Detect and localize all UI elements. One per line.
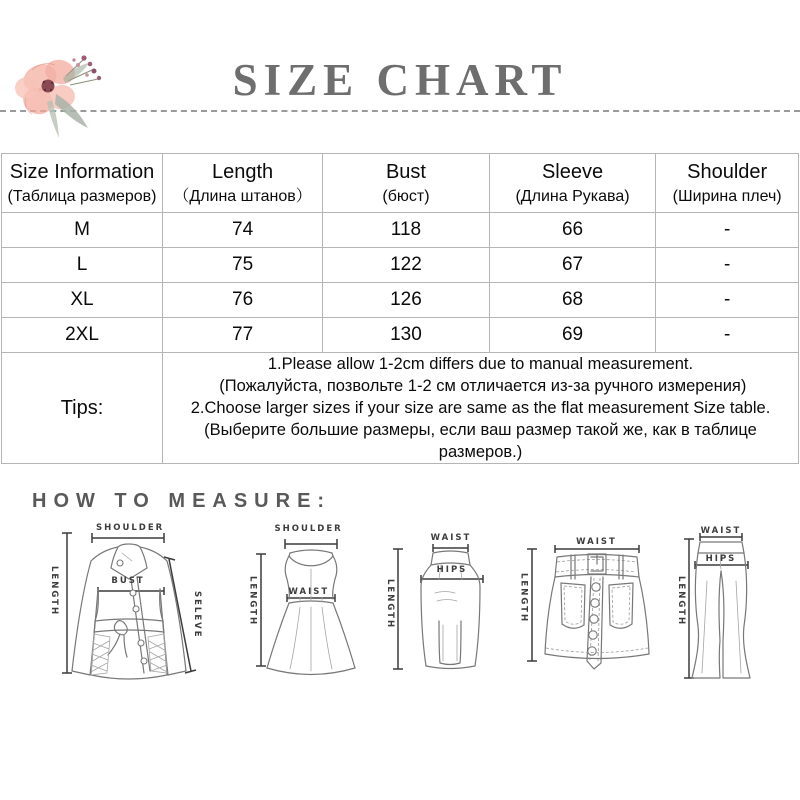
pencil-skirt-length-label: LENGTH — [385, 579, 395, 630]
dashed-divider — [0, 110, 800, 112]
size-cell: 130 — [323, 318, 490, 353]
pants-figure — [675, 521, 770, 726]
diagram-mini-skirt — [517, 521, 657, 726]
dress-shoulder-label: SHOULDER — [274, 524, 343, 534]
page-title: SIZE CHART — [232, 55, 568, 105]
pencil-skirt-waist-label: WAIST — [430, 533, 472, 543]
tips-line: 1.Please allow 1-2cm differs due to manual measurement. — [267, 355, 694, 373]
size-row-l — [2, 248, 799, 283]
jacket-bust-label: BUST — [111, 576, 145, 586]
size-cell: - — [656, 283, 799, 318]
size-cell: 126 — [323, 283, 490, 318]
size-cell: 122 — [323, 248, 490, 283]
column-header-shoulder: Shoulder (Ширина плеч) — [656, 154, 799, 213]
size-cell: 118 — [323, 213, 490, 248]
size-cell: 2XL — [2, 318, 163, 353]
size-cell: 74 — [162, 213, 322, 248]
pants-hips-label: HIPS — [705, 554, 737, 564]
diagram-pants — [675, 521, 770, 726]
size-cell: M — [2, 213, 163, 248]
size-cell: - — [656, 318, 799, 353]
header — [0, 0, 800, 150]
tips-text — [162, 353, 798, 464]
size-cell: 77 — [162, 318, 322, 353]
size-table-header-row — [2, 154, 799, 213]
tips-line: 2.Choose larger sizes if your size are same as the flat measurement Size table. — [190, 399, 771, 417]
pants-length-label: LENGTH — [676, 576, 686, 627]
jacket-sleeve-label: SELEVE — [192, 591, 202, 639]
size-row-2xl — [2, 318, 799, 353]
pants-waist-label: WAIST — [700, 526, 742, 536]
size-cell: - — [656, 213, 799, 248]
diagram-jacket — [34, 521, 229, 726]
jacket-shoulder-label: SHOULDER — [96, 523, 165, 533]
size-cell: 76 — [162, 283, 322, 318]
mini-skirt-length-label: LENGTH — [518, 573, 529, 624]
size-row-xl — [2, 283, 799, 318]
size-cell: 67 — [489, 248, 656, 283]
size-cell: XL — [2, 283, 163, 318]
tips-line: (Пожалуйста, позвольте 1-2 см отличается из-за ручного измерения) — [214, 377, 747, 395]
size-cell: 75 — [162, 248, 322, 283]
measure-diagrams — [0, 513, 800, 726]
tips-line: (Выберите большие размеры, если ваш размер такой же, как в таблице размеров.) — [204, 421, 762, 461]
dress-figure — [248, 521, 365, 726]
size-cell: - — [656, 248, 799, 283]
column-header-sleeve: Sleeve (Длина Рукава) — [489, 154, 656, 213]
dress-waist-label: WAIST — [288, 587, 330, 597]
size-cell: L — [2, 248, 163, 283]
size-cell: 69 — [489, 318, 656, 353]
size-cell: 68 — [489, 283, 656, 318]
column-header-bust: Bust (бюст) — [323, 154, 490, 213]
size-row-m — [2, 213, 799, 248]
how-to-measure-heading: HOW TO MEASURE: — [32, 490, 332, 512]
tips-row — [2, 353, 799, 464]
diagram-pencil-skirt — [383, 521, 498, 726]
mini-skirt-figure — [517, 521, 657, 726]
tips-label: Tips: — [2, 353, 163, 464]
mini-skirt-waist-label: WAIST — [576, 537, 617, 547]
pencil-skirt-hips-label: HIPS — [436, 565, 468, 575]
pencil-skirt-figure — [383, 521, 498, 726]
size-table — [1, 153, 799, 464]
column-header-size: Size Information (Таблица размеров) — [2, 154, 163, 213]
dress-length-label: LENGTH — [247, 576, 258, 627]
diagram-dress — [248, 521, 365, 726]
jacket-length-label: LENGTH — [49, 566, 59, 617]
size-cell: 66 — [489, 213, 656, 248]
flower-logo-icon — [8, 48, 112, 149]
column-header-length: Length （Длина штанов） — [162, 154, 322, 213]
